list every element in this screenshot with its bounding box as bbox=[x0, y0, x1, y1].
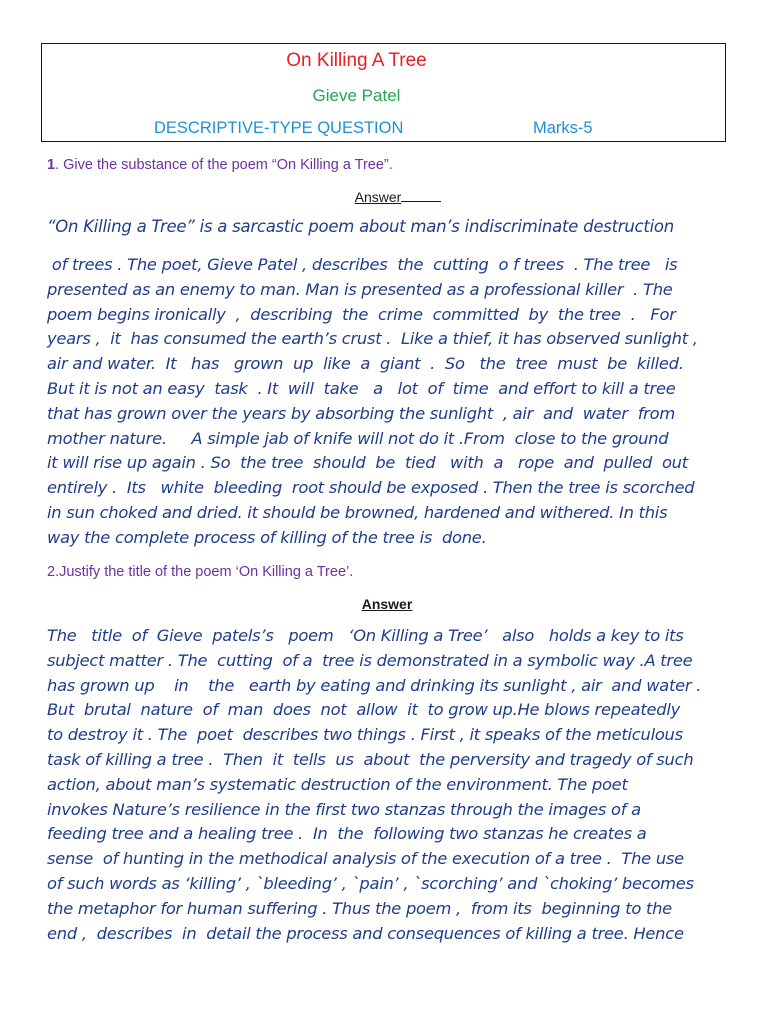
question-1-number: 1 bbox=[47, 157, 56, 173]
answer-2-label: Answer bbox=[361, 596, 413, 612]
question-1-text: . Give the substance of the poem “On Killing a Tree”. bbox=[55, 157, 393, 173]
text-line: end , describes in detail the process and consequences of killing a tree. Hence bbox=[47, 923, 684, 943]
poem-author: Gieve Patel bbox=[312, 86, 401, 105]
answer-1-label: Answer bbox=[0, 189, 768, 205]
text-line: invokes Nature’s resilience in the first two stanzas through the images of a bbox=[47, 799, 641, 819]
text-line: the metaphor for human suffering . Thus the poem , from its beginning to the bbox=[47, 898, 672, 918]
poem-title: On Killing A Tree bbox=[286, 50, 427, 71]
text-line: But brutal nature of man does not allow it to grow up.He blows repeatedly bbox=[47, 700, 680, 720]
text-line: presented as an enemy to man. Man is presented as a professional killer . The bbox=[47, 279, 673, 299]
text-line: to destroy it . The poet describes two things . First , it speaks of the meticulous bbox=[47, 725, 683, 745]
text-line: of trees . The poet, Gieve Patel , describes the cutting o f trees . The tree is bbox=[47, 255, 678, 274]
text-line: But it is not an easy task . It will take a lot of time and effort to kill a tree bbox=[47, 378, 676, 398]
text-line: air and water. It has grown up like a giant . So the tree must be killed. bbox=[47, 354, 684, 374]
header-box bbox=[41, 43, 726, 142]
text-line: feeding tree and a healing tree . In the following two stanzas he creates a bbox=[47, 824, 647, 844]
text-line: sense of hunting in the methodical analysis of the execution of a tree . The use bbox=[47, 849, 684, 869]
answer-2-body bbox=[47, 624, 727, 946]
text-line: has grown up in the earth by eating and drinking its sunlight , air and water . bbox=[47, 675, 702, 695]
question-type-label: DESCRIPTIVE-TYPE QUESTION bbox=[154, 119, 404, 137]
answer-1-first-line: “On Killing a Tree” is a sarcastic poem about man’s indiscriminate destruction bbox=[47, 217, 674, 236]
text-line: mother nature. A simple jab of knife will not do it .From close to the ground bbox=[47, 428, 669, 448]
text-line: entirely . Its white bleeding root should be exposed . Then the tree is scorched bbox=[47, 478, 695, 498]
text-line: task of killing a tree . Then it tells us about the perversity and tragedy of such bbox=[47, 749, 694, 769]
text-line: in sun choked and dried. it should be browned, hardened and withered. In this bbox=[47, 502, 668, 522]
text-line: of such words as ‘killing’ , `bleeding’ , `pain’ , `scorching’ and `choking’ becomes bbox=[47, 873, 694, 893]
text-line: it will rise up again . So the tree should be tied with a rope and pulled out bbox=[47, 453, 688, 473]
question-2: 2.Justify the title of the poem ‘On Killing a Tree’. bbox=[47, 564, 354, 580]
text-line: The title of Gieve patels’s poem ‘On Killing a Tree’ also holds a key to its bbox=[47, 626, 684, 645]
question-1 bbox=[47, 157, 393, 173]
text-line: subject matter . The cutting of a tree is demonstrated in a symbolic way .A tree bbox=[47, 650, 693, 670]
text-line: years , it has consumed the earth’s crust . Like a thief, it has observed sunlight , bbox=[47, 329, 698, 349]
text-line: poem begins ironically , describing the crime committed by the tree . For bbox=[47, 304, 676, 324]
text-line: action, about man’s systematic destruction of the environment. The poet bbox=[47, 774, 628, 794]
marks-label: Marks-5 bbox=[533, 119, 593, 137]
text-line: way the complete process of killing of the tree is done. bbox=[47, 527, 487, 547]
answer-1-body bbox=[47, 253, 727, 551]
text-line: that has grown over the years by absorbing the sunlight , air and water from bbox=[47, 403, 675, 423]
